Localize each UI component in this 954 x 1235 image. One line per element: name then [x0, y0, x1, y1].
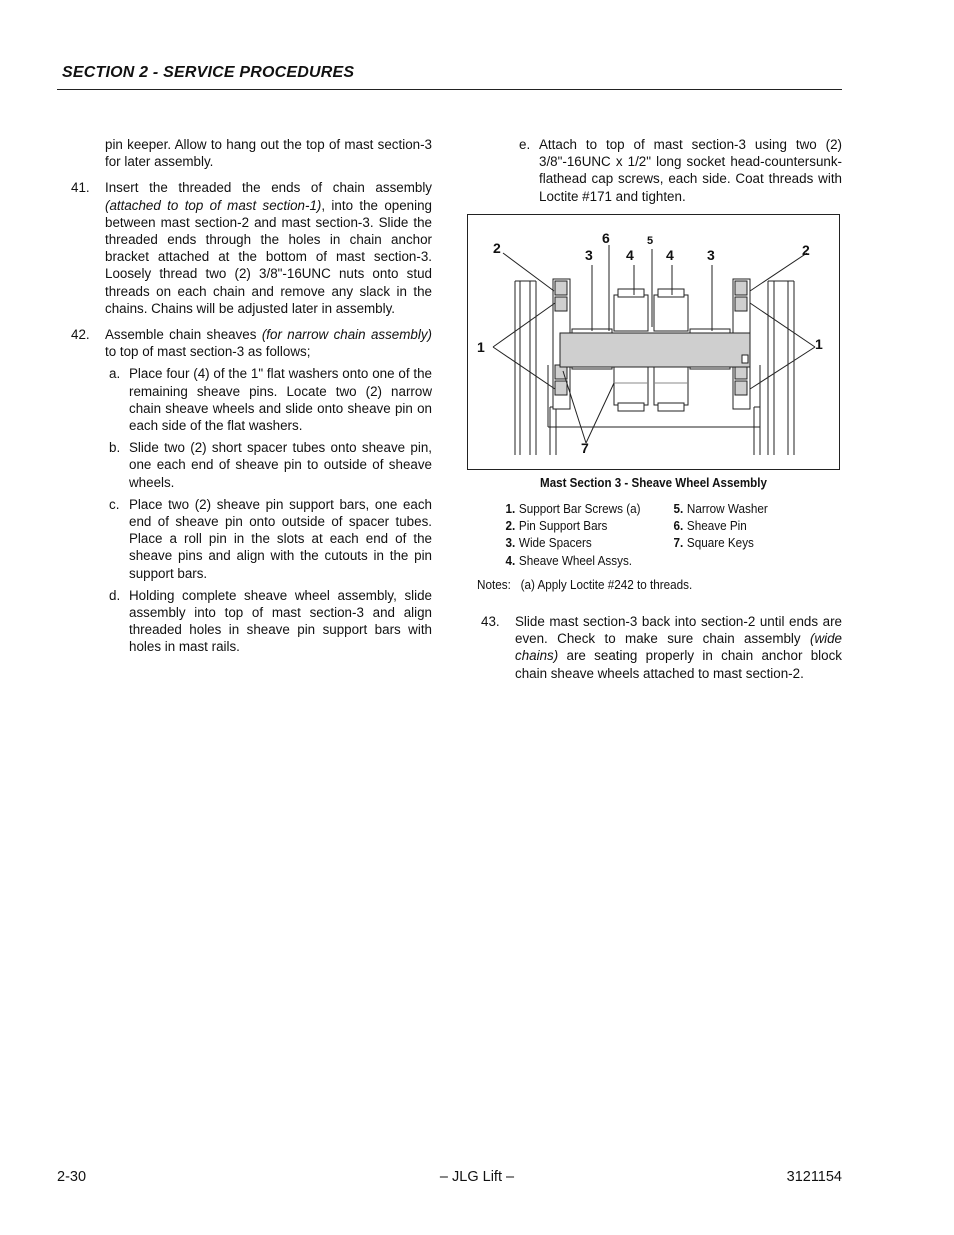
substep-text: Place four (4) of the 1" flat washers onto one of the remaining sheave pins. Locate two (2) narrow chain sheave wheels and slide onto sheave pin on each side of the flat washers.	[129, 366, 432, 434]
substep-e	[477, 136, 842, 205]
step-text-part: , into the opening between mast section-2 and mast section-3. Slide the threaded ends through the holes in chain anchor bracket attached at the bottom of mast section-3. Loosely thread two (2) 3/8"-16UNC nuts onto stud threads on each chain and remove any slack in the chains. Chains will be adjusted later in assembly.	[105, 197, 432, 316]
legend-num: 3.	[505, 535, 516, 551]
legend-right-column	[668, 500, 768, 552]
callout-3-right: 3	[707, 247, 715, 263]
legend-label: Sheave Wheel Assys.	[518, 552, 633, 568]
step-number: 42.	[71, 327, 90, 343]
callout-1-right: 1	[815, 336, 823, 352]
legend-item	[500, 552, 640, 569]
step-text	[105, 179, 432, 317]
substep-letter: a.	[109, 366, 121, 382]
legend-num: 4.	[505, 552, 516, 568]
callout-1-left: 1	[477, 339, 485, 355]
callout-7: 7	[581, 440, 589, 456]
intro-paragraph: pin keeper. Allow to hang out the top of mast section-3 for later assembly.	[105, 137, 432, 170]
left-column	[62, 136, 432, 656]
header-rule	[57, 89, 842, 90]
legend-label: Support Bar Screws (a)	[518, 501, 641, 516]
step-text-italic: (wide chains)	[515, 631, 842, 664]
legend-label: Square Keys	[686, 535, 754, 551]
step-number: 43.	[481, 614, 500, 629]
legend-num: 5.	[673, 501, 684, 516]
callout-3-left: 3	[585, 247, 593, 263]
step-41	[62, 179, 432, 317]
substep-a	[62, 365, 432, 434]
step-text-part: Insert the threaded the ends of chain assembly	[105, 180, 432, 196]
legend-item	[668, 517, 768, 534]
substep-letter: d.	[109, 587, 121, 603]
step-text-italic: (for narrow chain assembly)	[261, 327, 432, 343]
step-43	[477, 613, 842, 682]
step-text-part: Assemble chain sheaves	[105, 327, 262, 343]
substep-d	[62, 587, 432, 656]
figure-caption: Mast Section 3 - Sheave Wheel Assembly	[540, 476, 767, 490]
document-number: 3121154	[786, 1169, 842, 1185]
right-column	[477, 136, 842, 205]
notes-label: Notes:	[477, 577, 511, 592]
footer-center: – JLG Lift –	[439, 1169, 515, 1185]
legend-item	[500, 500, 640, 517]
legend-label: Wide Spacers	[518, 535, 592, 551]
step-text-part: Slide mast section-3 back into section-2 until ends are even. Check to make sure chain assembly	[515, 614, 842, 647]
legend-item	[500, 534, 640, 551]
callout-5: 5	[647, 235, 654, 247]
callout-4-right: 4	[666, 247, 674, 263]
section-header: SECTION 2 - SERVICE PROCEDURES	[62, 64, 355, 81]
substep-c	[62, 496, 432, 582]
callout-6: 6	[602, 230, 610, 246]
page-number: 2-30	[57, 1169, 87, 1185]
notes-text: (a) Apply Loctite #242 to threads.	[520, 577, 693, 592]
substep-text: Attach to top of mast section-3 using two (2) 3/8"-16UNC x 1/2" long socket head-countersunk-flathead cap screws, each side. Coat threads with Loctite #171 and tighten.	[539, 137, 842, 204]
step-text-part: are seating properly in chain anchor block chain sheave wheels attached to mast section-2.	[515, 648, 842, 681]
callout-4-left: 4	[626, 247, 634, 263]
substep-letter: e.	[519, 137, 531, 152]
step-42	[62, 326, 432, 360]
step-43-body	[477, 613, 842, 682]
legend-num: 1.	[505, 501, 516, 516]
step-number: 41.	[71, 180, 90, 196]
callout-2-right: 2	[802, 242, 810, 258]
step-text	[515, 613, 842, 682]
sheave-wheel-figure	[467, 214, 840, 470]
legend-left-column	[500, 500, 640, 569]
legend-num: 7.	[673, 535, 684, 551]
substep-b	[62, 439, 432, 491]
substep-letter: c.	[109, 496, 120, 512]
legend-item	[668, 534, 768, 551]
sheave-assembly-drawing	[468, 215, 841, 471]
legend-item	[500, 517, 640, 534]
legend-label: Pin Support Bars	[518, 518, 608, 534]
substep-letter: b.	[109, 440, 121, 456]
legend-item	[668, 500, 768, 517]
legend-num: 6.	[673, 518, 684, 534]
legend-label: Sheave Pin	[686, 518, 747, 534]
legend-num: 2.	[505, 518, 516, 534]
figure-notes	[477, 577, 692, 592]
callout-2-left: 2	[493, 240, 501, 256]
step-text-part: to top of mast section-3 as follows;	[105, 344, 311, 360]
legend-label: Narrow Washer	[686, 501, 768, 516]
substep-text: Holding complete sheave wheel assembly, slide assembly into top of mast section-3 and align threaded holes in sheave pin support bars with holes in mast rails.	[129, 587, 432, 655]
step-text	[105, 326, 432, 360]
substep-text: Slide two (2) short spacer tubes onto sheave pin, one each end of sheave pin to outside of sheave wheels.	[129, 440, 432, 490]
step-text-italic: (attached to top of mast section-1)	[105, 197, 322, 213]
substep-text: Place two (2) sheave pin support bars, one each end of sheave pin onto outside of spacer tubes. Place a roll pin in the slots at each end of the sheave pins and align with the cutouts in the pin support bars.	[129, 496, 432, 581]
